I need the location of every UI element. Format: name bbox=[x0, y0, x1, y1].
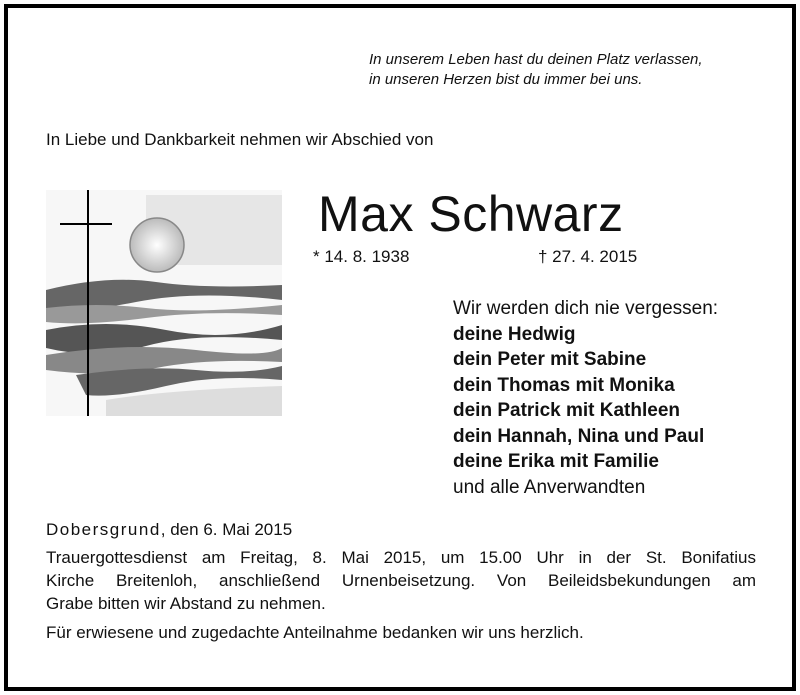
mourners-opening: Wir werden dich nie vergessen: bbox=[453, 298, 719, 319]
thanks-text: Für erwiesene und zugedachte Anteilnahme bedanken wir uns herzlich. bbox=[46, 623, 584, 642]
mourner-name: dein Hannah, Nina und Paul bbox=[453, 425, 705, 447]
motto-quote bbox=[369, 50, 703, 90]
notice-date: , den 6. Mai 2015 bbox=[160, 520, 293, 539]
mourner-name: dein Thomas mit Monika bbox=[453, 374, 675, 396]
death-date: † 27. 4. 2015 bbox=[538, 247, 638, 266]
motto-line-1: In unserem Leben hast du deinen Platz verlassen, bbox=[369, 51, 703, 68]
birth-date: * 14. 8. 1938 bbox=[313, 247, 410, 266]
mourner-name: deine Hedwig bbox=[453, 323, 576, 345]
mourner-name: dein Patrick mit Kathleen bbox=[453, 400, 681, 421]
mourner-name: dein Peter mit Sabine bbox=[453, 349, 647, 370]
place-date-line bbox=[46, 520, 292, 540]
service-details bbox=[46, 546, 756, 615]
mourners-closing: und alle Anverwandten bbox=[453, 476, 646, 498]
deceased-name: Max Schwarz bbox=[318, 186, 624, 242]
place-name: Dobersgrund bbox=[46, 520, 161, 539]
mourner-name: deine Erika mit Familie bbox=[453, 451, 659, 472]
motto-line-2: in unseren Herzen bist du immer bei uns. bbox=[369, 71, 643, 88]
intro-text: In Liebe und Dankbarkeit nehmen wir Abschied von bbox=[46, 130, 434, 149]
service-line: Kirche Breitenloh, anschließend Urnenbeisetzung. Von Beileidsbekundungen am bbox=[46, 571, 756, 590]
service-line: Grabe bitten wir Abstand zu nehmen. bbox=[46, 594, 326, 613]
service-line: Trauergottesdienst am Freitag, 8. Mai 2015, um 15.00 Uhr in der St. Bonifatius bbox=[46, 548, 756, 567]
cross-landscape-icon bbox=[46, 190, 282, 416]
mourners-list bbox=[453, 296, 718, 500]
